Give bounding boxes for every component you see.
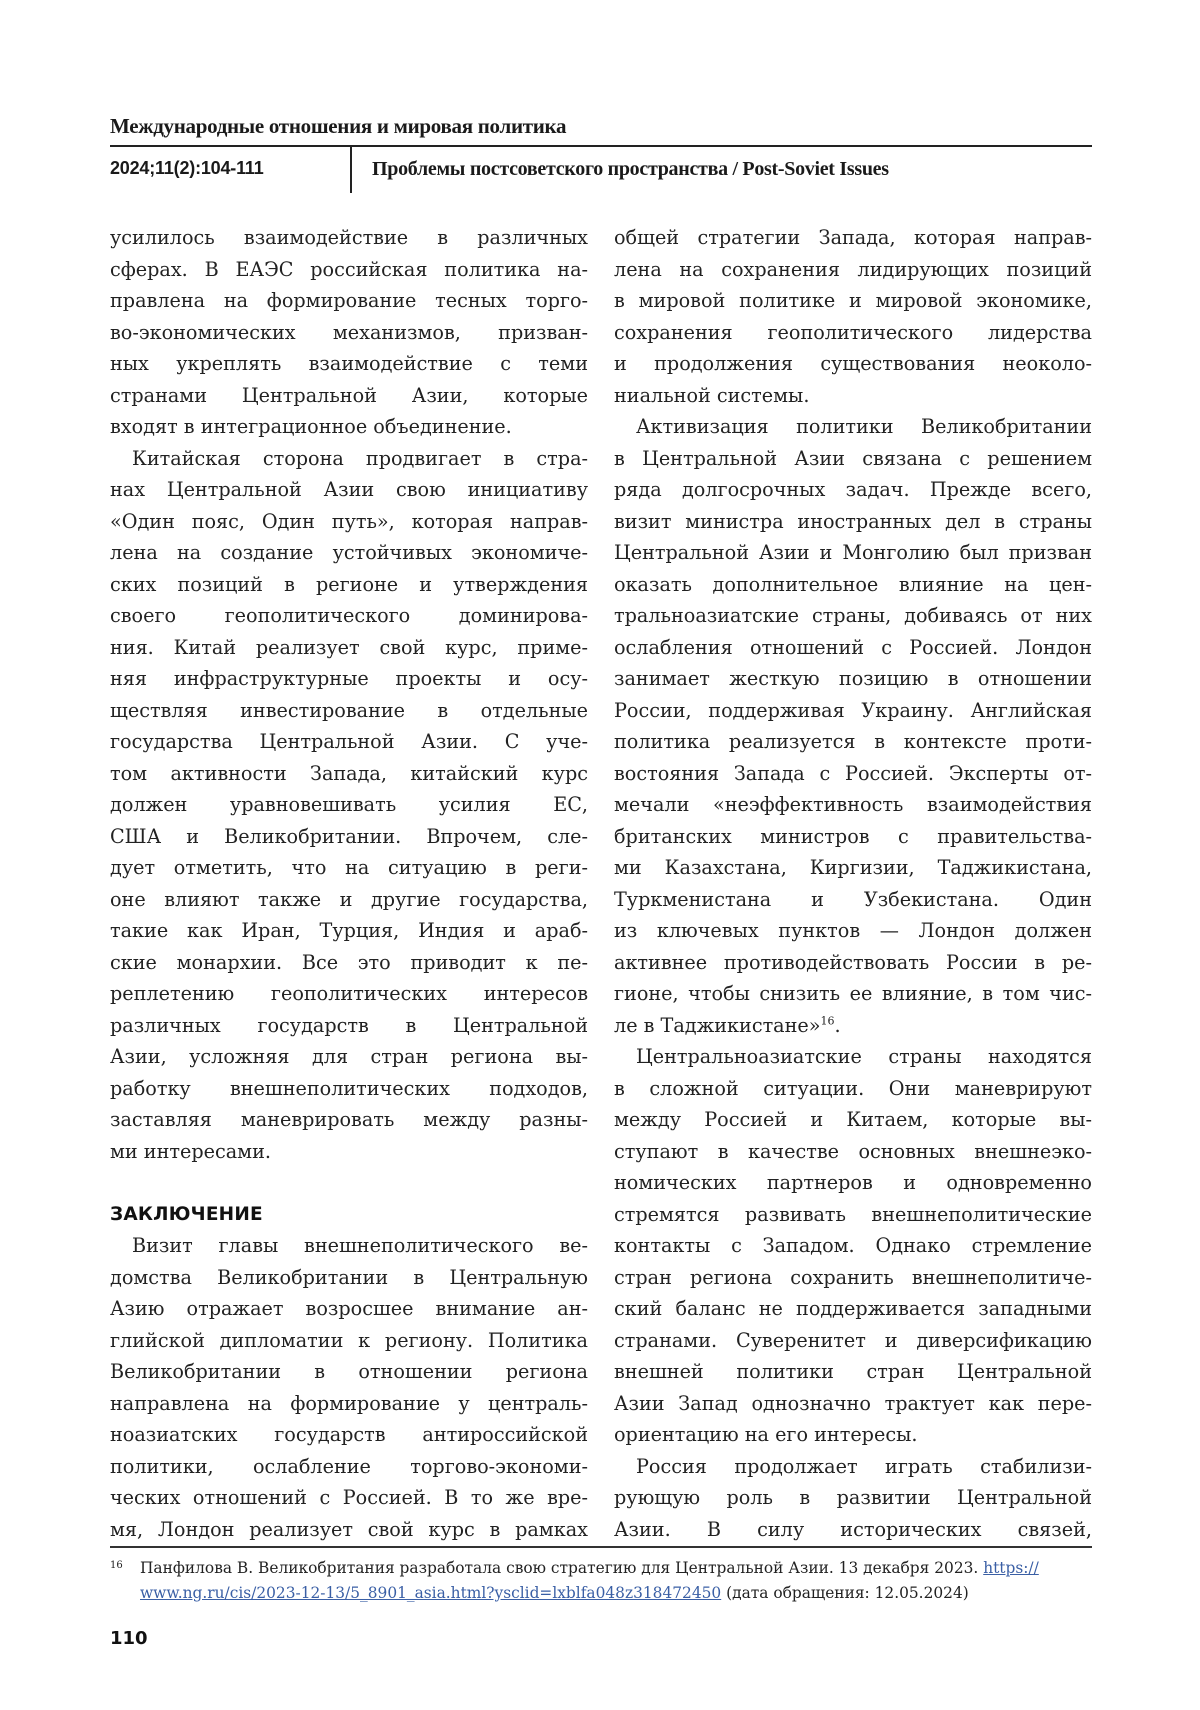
paragraph-line: том активности Запада, китайский курс xyxy=(110,761,588,785)
paragraph-line: должен уравновешивать усилия ЕС, xyxy=(110,793,588,816)
paragraph-line: Китайская сторона продвигает в стра- xyxy=(132,446,588,470)
paragraph xyxy=(614,1451,1092,1546)
paragraph-line: гионе, чтобы снизить ее влияние, в том чис- xyxy=(614,982,1092,1005)
right-column xyxy=(614,222,1092,1545)
paragraph-line: ориентацию на его интересы. xyxy=(614,1423,918,1446)
paragraph-line: Азии Запад однозначно трактует как пере- xyxy=(614,1391,1092,1415)
paragraph-line: работку внешнеполитических подходов, xyxy=(110,1076,588,1100)
paragraph-line: реплетению геополитических интересов xyxy=(110,982,588,1005)
paragraph xyxy=(614,411,1092,1010)
paragraph-line: политика реализуется в контексте проти- xyxy=(614,730,1092,753)
paragraph-line: контакты с Западом. Однако стремление xyxy=(614,1234,1092,1257)
paragraph-line: домства Великобритании в Центральную xyxy=(110,1265,588,1289)
paragraph-line: сферах. В ЕАЭС российская политика на- xyxy=(110,257,588,281)
paragraph xyxy=(110,222,588,443)
paragraph-line: правлена на формирование тесных торго- xyxy=(110,289,588,312)
paragraph-line: такие как Иран, Турция, Индия и араб- xyxy=(110,919,588,942)
paragraph-line: странами Центральной Азии, которые xyxy=(110,383,588,407)
paragraph-line: дует отметить, что на ситуацию в реги- xyxy=(110,856,588,879)
paragraph-line xyxy=(614,1010,1092,1042)
paragraph-line: оказать дополнительное влияние на цен- xyxy=(614,572,1092,596)
paragraph-line: странами. Суверенитет и диверсификацию xyxy=(614,1328,1092,1352)
paragraph-line: ния. Китай реализует свой курс, приме- xyxy=(110,635,588,659)
period: . xyxy=(834,1013,841,1037)
paragraph-line: различных государств в Центральной xyxy=(110,1013,588,1037)
paragraph-line: и продолжения существования неоколо- xyxy=(614,352,1092,375)
footnote xyxy=(110,1556,1092,1606)
paragraph-line: ослабления отношений с Россией. Лондон xyxy=(614,635,1092,659)
paragraph-line: сохранения геополитического лидерства xyxy=(614,320,1092,344)
paragraph-line: Туркменистана и Узбекистана. Один xyxy=(614,887,1092,911)
paragraph-line: глийской дипломатии к региону. Политика xyxy=(110,1328,588,1352)
footnote-body xyxy=(140,1556,1092,1606)
paragraph xyxy=(614,1041,1092,1451)
paragraph-line: Азии, усложняя для стран региона вы- xyxy=(110,1045,588,1068)
paragraph-line: оне влияют также и другие государства, xyxy=(110,887,588,911)
citation-info: 2024;11(2):104-111 xyxy=(110,158,264,178)
running-head-section-title: Международные отношения и мировая политика xyxy=(110,114,567,138)
paragraph-line: стремятся развивать внешнеполитические xyxy=(614,1202,1092,1226)
paragraph xyxy=(110,443,588,1168)
paragraph-line: тральноазиатские страны, добиваясь от них xyxy=(614,604,1092,627)
header-divider xyxy=(350,147,352,193)
paragraph-line: России, поддерживая Украину. Английская xyxy=(614,698,1092,722)
paragraph-line: ческих отношений с Россией. В то же вре- xyxy=(110,1486,588,1509)
paragraph-line: мя, Лондон реализует свой курс в рамках xyxy=(110,1517,588,1541)
paragraph-line: ниальной системы. xyxy=(614,383,810,407)
paragraph-line: своего геополитического доминирова- xyxy=(110,604,588,627)
paragraph-line: нах Центральной Азии свою инициативу xyxy=(110,478,588,501)
paragraph-line: Азию отражает возросшее внимание ан- xyxy=(110,1297,588,1320)
paragraph-line: ступают в качестве основных внешнеэко- xyxy=(614,1139,1092,1163)
paragraph-line: Активизация политики Великобритании xyxy=(636,415,1092,438)
paragraph-line: направлена на формирование у централь- xyxy=(110,1391,588,1415)
paragraph-line: ми интересами. xyxy=(110,1139,271,1163)
paragraph-line: визит министра иностранных дел в страны xyxy=(614,509,1092,533)
paragraph-line: во-экономических механизмов, призван- xyxy=(110,320,588,344)
paragraph-line: номических партнеров и одновременно xyxy=(614,1171,1092,1194)
footnote-link-part2[interactable]: www.ng.ru/cis/2023-12-13/5_8901_asia.html?ysclid=lxblfa048z318472450 xyxy=(140,1584,722,1602)
footnote-access-date: (дата обращения: 12.05.2024) xyxy=(721,1584,969,1602)
paragraph-line: ские монархии. Все это приводит к пе- xyxy=(110,950,588,974)
paragraph-line: ных укреплять взаимодействие с теми xyxy=(110,352,588,375)
paragraph-line: востояния Запада с Россией. Эксперты от- xyxy=(614,761,1092,785)
left-column xyxy=(110,222,588,1545)
quote-end-text: ле в Таджикистане» xyxy=(614,1013,821,1037)
footnote-reference[interactable]: 16 xyxy=(820,1014,835,1028)
section-heading-conclusion: ЗАКЛЮЧЕНИЕ xyxy=(110,1203,263,1225)
paragraph-line: Центральноазиатские страны находятся xyxy=(636,1045,1092,1068)
page-number: 110 xyxy=(110,1628,148,1649)
paragraph-line: в сложной ситуации. Они маневрируют xyxy=(614,1076,1092,1100)
paragraph-line: Визит главы внешнеполитического ве- xyxy=(132,1234,588,1257)
paragraph-line: няя инфраструктурные проекты и осу- xyxy=(110,667,588,690)
paragraph-line: мечали «неэффективность взаимодействия xyxy=(614,793,1092,816)
footnote-rule xyxy=(110,1546,1092,1548)
paragraph-line: ноазиатских государств антироссийской xyxy=(110,1423,588,1446)
paragraph-line: «Один пояс, Один путь», которая направ- xyxy=(110,509,588,533)
spacer xyxy=(110,1167,588,1199)
paragraph-line: ряда долгосрочных задач. Прежде всего, xyxy=(614,478,1092,501)
paragraph-line: Азии. В силу исторических связей, xyxy=(614,1517,1092,1541)
paragraph-line: активнее противодействовать России в ре- xyxy=(614,950,1092,974)
paragraph-line: между Россией и Китаем, которые вы- xyxy=(614,1108,1092,1131)
paragraph-line: Россия продолжает играть стабилизи- xyxy=(636,1454,1092,1478)
paragraph-line: в Центральной Азии связана с решением xyxy=(614,446,1092,470)
paragraph-line: политики, ослабление торгово-экономи- xyxy=(110,1454,588,1478)
paragraph-line: занимает жесткую позицию в отношении xyxy=(614,667,1092,690)
header-rule xyxy=(110,145,1092,147)
journal-title: Проблемы постсоветского пространства / Post-Soviet Issues xyxy=(372,158,889,180)
paragraph-line: лена на создание устойчивых экономиче- xyxy=(110,541,588,564)
footnote-link-part1[interactable]: https:// xyxy=(983,1559,1039,1577)
paragraph xyxy=(614,222,1092,411)
paragraph-line: британских министров с правительства- xyxy=(614,824,1092,848)
paragraph-line: усилилось взаимодействие в различных xyxy=(110,226,588,249)
paragraph-line: внешней политики стран Центральной xyxy=(614,1360,1092,1383)
paragraph-line: лена на сохранения лидирующих позиций xyxy=(614,257,1092,281)
paragraph-line: ских позиций в регионе и утверждения xyxy=(110,572,588,596)
paragraph-line: ский баланс не поддерживается западными xyxy=(614,1297,1092,1320)
paragraph xyxy=(110,1230,588,1545)
paragraph-line: Великобритании в отношении региона xyxy=(110,1360,588,1383)
paragraph-line: ми Казахстана, Киргизии, Таджикистана, xyxy=(614,856,1092,879)
paragraph-line: стран региона сохранить внешнеполитиче- xyxy=(614,1265,1092,1289)
paragraph-line: рующую роль в развитии Центральной xyxy=(614,1486,1092,1509)
paragraph-line: общей стратегии Запада, которая направ- xyxy=(614,226,1092,249)
paragraph-line: США и Великобритании. Впрочем, сле- xyxy=(110,824,588,848)
paragraph-line: государства Центральной Азии. С уче- xyxy=(110,730,588,753)
paragraph-line: из ключевых пунктов — Лондон должен xyxy=(614,919,1092,942)
paragraph-line: заставляя маневрировать между разны- xyxy=(110,1108,588,1131)
footnote-number: 16 xyxy=(110,1560,123,1571)
paragraph-line: Центральной Азии и Монголию был призван xyxy=(614,541,1092,564)
footnote-text: Панфилова В. Великобритания разработала свою стратегию для Центральной Азии. 13 декабря 2023. xyxy=(140,1559,984,1577)
paragraph-line: ществляя инвестирование в отдельные xyxy=(110,698,588,722)
paragraph-line: входят в интеграционное объединение. xyxy=(110,415,512,438)
paragraph-line: в мировой политике и мировой экономике, xyxy=(614,289,1092,312)
